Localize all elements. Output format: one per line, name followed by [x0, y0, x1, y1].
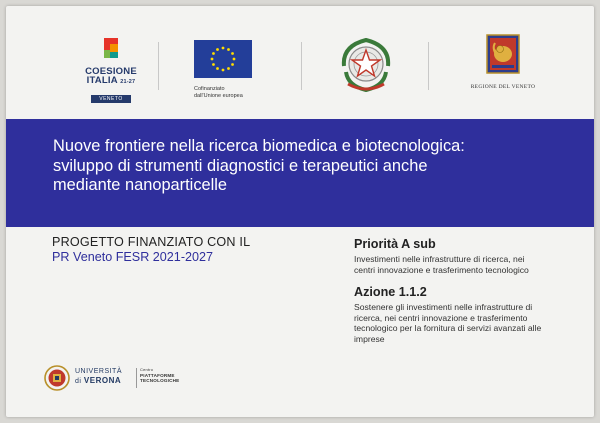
action-heading: Azione 1.1.2: [354, 285, 427, 300]
logo-divider: [428, 42, 429, 90]
project-title-line1: Nuove frontiere nella ricerca biomedica e biotecnologica:: [53, 137, 465, 155]
project-plaque: [6, 6, 594, 417]
italian-republic-emblem: [338, 36, 394, 101]
lion-of-saint-mark-icon: [486, 34, 520, 74]
logo-divider: [301, 42, 302, 90]
eu-cofinanced-logo: [194, 40, 264, 99]
eu-star-icon: [222, 47, 225, 50]
action-desc-line4: imprese: [354, 333, 385, 344]
veneto-caption: REGIONE DEL VENETO: [470, 84, 536, 90]
centro-piattaforme-label: [140, 367, 200, 384]
republic-emblem-icon: [338, 36, 394, 96]
eu-star-icon: [227, 67, 230, 70]
coesione-title: COESIONE: [85, 66, 137, 77]
eu-star-icon: [212, 52, 215, 55]
university-name-line2: VERONA: [83, 376, 122, 385]
action-desc-line1: Sostenere gli investimenti nelle infrastrutture di: [354, 302, 533, 313]
eu-caption-line1: Cofinanziato: [194, 86, 225, 92]
university-name-line1: UNIVERSITÀ: [75, 368, 123, 375]
coesione-region-badge: VENETO: [91, 95, 130, 103]
regione-veneto-logo: [468, 34, 538, 90]
university-logo-divider: [136, 368, 137, 388]
university-name-prefix: di: [75, 378, 82, 385]
title-banner: [6, 119, 594, 227]
eu-star-icon: [211, 58, 214, 61]
priority-description: [354, 254, 584, 275]
priority-desc-line2: centri innovazione e trasferimento tecnologico: [354, 264, 529, 275]
university-name: [75, 367, 139, 386]
priority-action-info: [354, 237, 584, 345]
eu-star-icon: [227, 48, 230, 51]
funding-line1: PROGETTO FINANZIATO CON IL: [52, 235, 251, 249]
coesione-italia-logo: [76, 36, 146, 105]
logo-row: [6, 6, 594, 118]
centro-line1: Centro: [140, 367, 154, 372]
eu-star-icon: [231, 63, 234, 66]
priority-heading: Priorità A sub: [354, 237, 436, 251]
funding-programme: PR Veneto FESR 2021-2027: [52, 250, 214, 264]
coesione-years: 21-27: [120, 79, 136, 85]
priority-desc-line1: Investimenti nelle infrastrutture di ricerca, nei: [354, 254, 525, 264]
centro-line3: TECNOLOGICHE: [140, 378, 180, 383]
centro-line2: PIATTAFORME: [140, 372, 175, 378]
eu-star-icon: [212, 63, 215, 66]
coesione-mark-icon: [96, 36, 126, 62]
eu-star-icon: [222, 69, 225, 72]
eu-star-icon: [233, 58, 236, 61]
action-desc-line2: ricerca, nei centri innovazione e trasferimento: [354, 312, 528, 323]
eu-flag-icon: [194, 40, 252, 78]
project-title-line3: mediante nanoparticelle: [53, 176, 228, 194]
logo-divider: [158, 42, 159, 90]
eu-star-icon: [216, 67, 219, 70]
funding-info: [52, 235, 312, 264]
university-seal-icon: [44, 365, 70, 391]
coesione-italia-text: ITALIA: [86, 75, 118, 86]
eu-caption-line2: dall'Unione europea: [194, 92, 243, 99]
project-title-line2: sviluppo di strumenti diagnostici e terapeutici anche: [53, 156, 428, 175]
action-desc-line3: tecnologico per la fornitura di servizi avanzati alle: [354, 323, 542, 334]
eu-star-icon: [231, 52, 234, 55]
action-description: [354, 302, 584, 344]
project-title: [53, 137, 573, 196]
eu-star-icon: [216, 48, 219, 51]
